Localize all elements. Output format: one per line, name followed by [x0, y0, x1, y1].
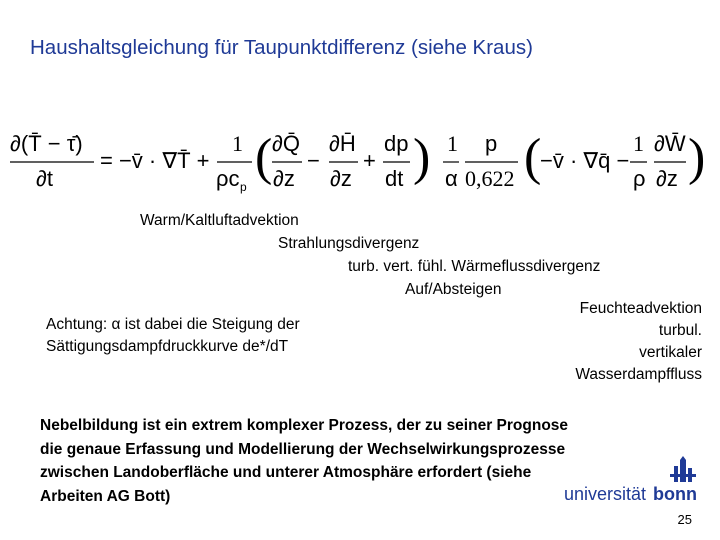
slide-title: Haushaltsgleichung für Taupunktdifferenz (siehe Kraus) — [30, 36, 533, 59]
note-line: Achtung: α ist dabei die Steigung der — [46, 316, 300, 333]
svg-text:): ) — [413, 129, 431, 186]
label-waermeflussdivergenz: turb. vert. fühl. Wärmeflussdivergenz — [348, 258, 601, 275]
eq-one-3: 1 — [633, 131, 644, 156]
summary-line: Nebelbildung ist ein extrem komplexer Prozess, der zu seiner Prognose — [40, 417, 569, 434]
logo-text-universitaet: universität — [564, 484, 647, 504]
summary-text — [40, 414, 568, 508]
eq-advection-term: = −v̄ · ∇T̄ + — [100, 148, 210, 173]
eq-dH: ∂H̄ — [329, 131, 356, 156]
eq-p: p — [485, 131, 498, 156]
feuchte-line: Feuchteadvektion — [579, 300, 702, 317]
eq-dz-1: ∂z — [273, 166, 295, 191]
svg-text:(: ( — [255, 129, 273, 186]
eq-one-2: 1 — [447, 131, 458, 156]
eq-const: 0,622 — [465, 166, 515, 191]
eq-dz-3: ∂z — [656, 166, 678, 191]
eq-cp-subscript: p — [240, 180, 247, 194]
page-number: 25 — [677, 512, 692, 527]
summary-line: zwischen Landoberfläche und unterer Atmosphäre erfordert (siehe — [40, 464, 532, 481]
eq-rho-cp: ρc — [216, 166, 240, 191]
alpha-note — [46, 314, 300, 358]
bonn-building-icon — [670, 456, 696, 482]
label-feuchteadvektion — [575, 298, 702, 386]
eq-dt: dt — [385, 166, 404, 191]
feuchte-line: vertikaler — [639, 344, 702, 361]
label-auf-absteigen: Auf/Absteigen — [405, 281, 502, 298]
eq-rho: ρ — [633, 166, 646, 191]
university-bonn-logo — [562, 456, 700, 504]
eq-dp: dp — [384, 131, 409, 156]
feuchte-line: Wasserdampffluss — [575, 366, 702, 383]
eq-plus: + — [363, 148, 376, 173]
feuchte-line: turbul. — [658, 322, 702, 339]
summary-line: die genaue Erfassung und Modellierung der Wechselwirkungsprozesse — [40, 440, 566, 458]
eq-lhs-numerator: ∂(T̄ − τ̄) — [10, 131, 83, 156]
eq-dW: ∂W̄ — [654, 131, 686, 156]
eq-dQ: ∂Q̄ — [272, 131, 300, 156]
svg-text:): ) — [688, 129, 706, 186]
eq-one-1: 1 — [232, 131, 243, 156]
label-strahlungsdivergenz: Strahlungsdivergenz — [278, 235, 420, 252]
summary-line: Arbeiten AG Bott) — [40, 487, 171, 505]
eq-alpha: α — [445, 166, 458, 191]
eq-moisture-advection: −v̄ · ∇q̄ − — [540, 148, 630, 173]
label-warm-kaltluftadvektion: Warm/Kaltluftadvektion — [140, 212, 299, 229]
logo-text-bonn: bonn — [653, 484, 697, 504]
note-line: Sättigungsdampfdruckkurve de*/dT — [46, 338, 289, 355]
eq-dz-2: ∂z — [330, 166, 352, 191]
eq-lhs-denominator: ∂t — [36, 166, 53, 191]
budget-equation — [0, 118, 720, 198]
svg-text:(: ( — [524, 129, 542, 186]
eq-minus-1: − — [307, 148, 320, 173]
